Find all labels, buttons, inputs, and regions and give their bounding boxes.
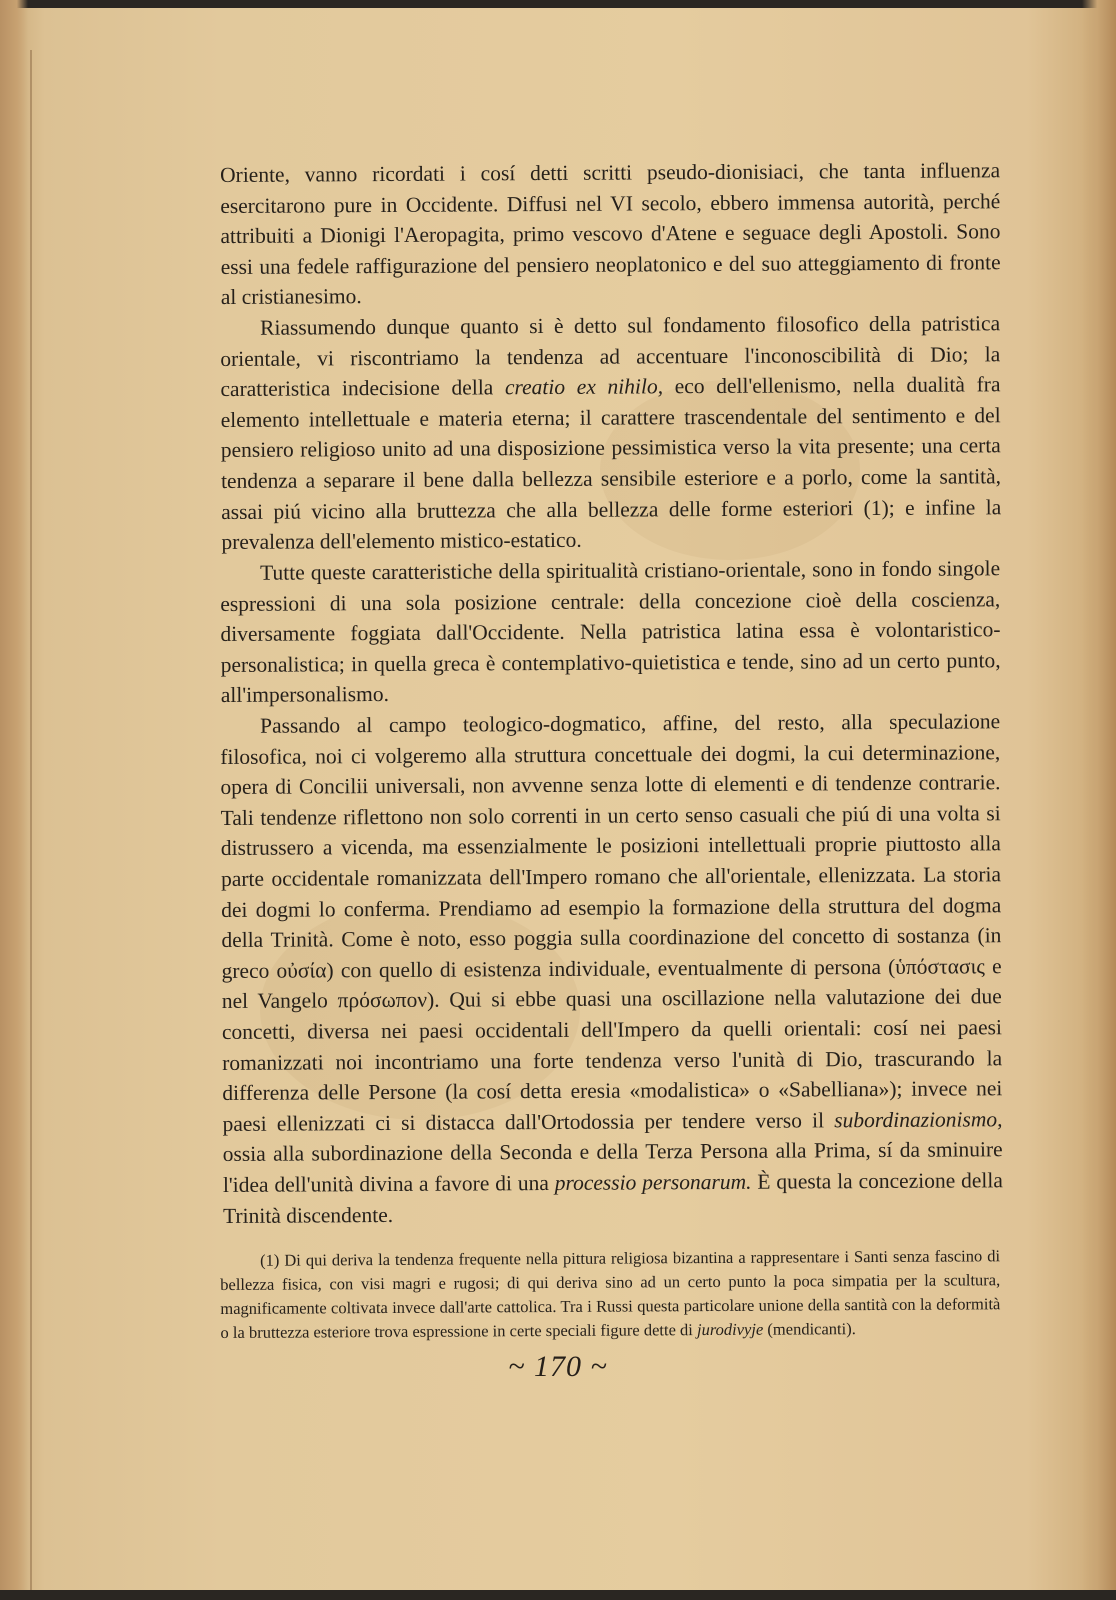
page-number: ~ 170 ~ [508,1350,608,1383]
scan-bottom-border [0,1590,1116,1600]
text-segment: eco dell'ellenismo, nella dualità fra elemento intellettuale e materia eterna; il carattere trascendentale del sentimento e del pensiero religioso unito ad una disposizione pessimistica verso la vita presente; una certa tendenza a separare il bene dalla bellezza sensibile esteriore e a porlo, come la santità, assai piú vicino alla bruttezza che alla bellezza delle forme esteriori (1); e infine la prevalenza dell'elemento mistico-estatico. [220,372,1002,555]
text-segment: (mendicanti). [763,1318,856,1339]
paragraph [220,706,1003,1231]
text-segment: Passando al campo teologico-dogmatico, affine, del resto, alla speculazione filosofica, noi ci volgeremo alla struttura concettuale dei dogmi, la cui determinazione, opera di Concilii universali, non avvenne senza lotte di elementi e di tendenze contrarie. Tali tendenze riflettono non solo correnti in un certo senso casuali che piú di una volta si distrussero a vicenda, ma essenzialmente le posizioni intellettuali proprie piuttosto alla parte occidentale romanizzata dell'Impero romano che all'orientale, ellenizzata. La storia dei dogmi lo conferma. Prendiamo ad esempio la formazione della struttura del dogma della Trinità. Come è noto, esso poggia sulla coordinazione del concetto di sostanza (in greco οὐσία) con quello di esistenza individuale, eventualmente di persona (ὑπόστασις e nel Vangelo πρόσωπον). Qui si ebbe quasi una oscillazione nella valutazione dei due concetti, diversa nei paesi occidentali dell'Impero da quelli orientali: cosí nei paesi romanizzati noi incontriamo una forte tendenza verso l'unità di Dio, trascurando la differenza delle Persone (la cosí detta eresia «modalistica» o «Sabelliana»); invece nei paesi ellenizzati ci si distacca dall'Ortodossia per tendere verso il [220,708,1003,1136]
italic-text: subordinazionismo, [834,1106,1003,1132]
text-segment: È questa la concezione della Trinità discendente. [223,1167,1003,1228]
italic-text: jurodivyje [696,1319,764,1339]
italic-text: creatio ex nihilo, [504,374,664,400]
footnote [220,1244,1001,1345]
paragraph [220,155,1001,313]
text-segment: ossia alla subordinazione della Seconda e della Terza Persona alla Prima, sí da sminuire l'idea dell'unità divina a favore di una [222,1137,1003,1197]
body-text [220,158,1003,1345]
text-segment: Tutte queste caratteristiche della spiritualità cristiano-orientale, sono in fondo singole espressioni di una sola posizione centrale: della concezione cioè della coscienza, diversamente foggiata dall'Occidente. Nella patristica latina essa è volontaristico-personalistica; in quella greca è contemplativo-quietistica e tende, sino ad un certo punto, all'impersonalismo. [220,555,1001,708]
paragraph [220,308,1001,558]
italic-text: processio personarum. [554,1169,752,1195]
text-segment: (1) Di qui deriva la tendenza frequente nella pittura religiosa bizantina a rappresentare i Santi senza fascino di bellezza fisica, con visi magri e rugosi; di qui deriva sino ad un certo punto la poca simpatia per la scultura, magnificamente coltivata invece dall'arte cattolica. Tra i Russi questa particolare unione della santità con la deformità o la bruttezza esteriore trova espressione in certe speciali figure dette di [220,1246,1001,1342]
paragraph [220,553,1001,711]
text-segment: Riassumendo dunque quanto si è detto sul fondamento filosofico della patristica orientale, vi riscontriamo la tendenza ad accentuare l'inconoscibilità di Dio; la caratteristica indecisione della [220,311,1001,402]
text-segment: Oriente, vanno ricordati i cosí detti scritti pseudo-dionisiaci, che tanta influenza esercitarono pure in Occidente. Diffusi nel VI secolo, ebbero immensa autorità, perché attribuiti a Dionigi l'Aeropagita, primo vescovo d'Atene e seguace degli Apostoli. Sono essi una fedele raffigurazione del pensiero neoplatonico e del suo atteggiamento di fronte al cristianesimo. [220,158,1001,310]
scan-top-border [0,0,1116,8]
